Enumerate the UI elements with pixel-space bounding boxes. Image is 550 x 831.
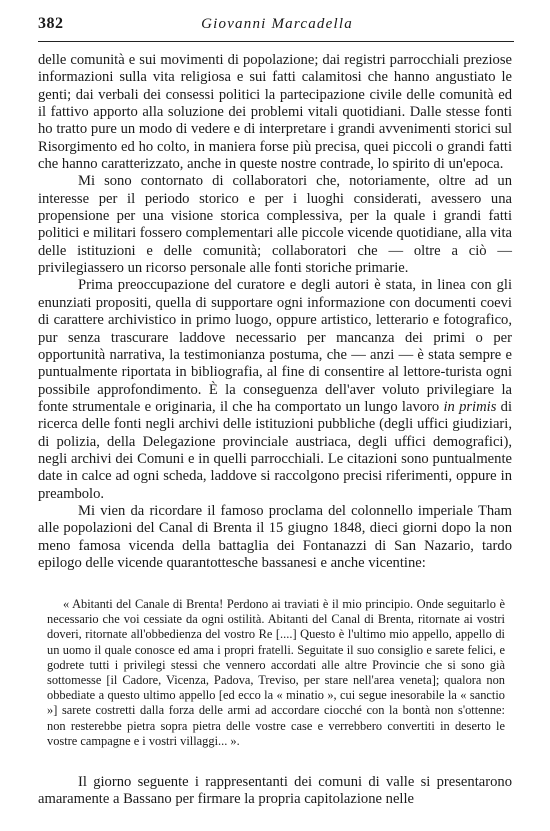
paragraph: Il giorno seguente i rappresentanti dei comuni di valle si presentarono amaramente a Bassano per firmare la propria capitolazione nelle bbox=[38, 774, 512, 808]
paragraph: Mi sono contornato di collaboratori che, notoriamente, oltre ad un interesse per il periodo storico e per i luoghi considerati, avessero una propensione per una visione storica complessiva, per la quale i grandi fatti politici e militari fossero complementari alle piccole vicende quotidiane, alla vita delle istituzioni e delle comunità; collaboratori che — oltre a ciò — privilegiassero un ricorso personale alle fonti storiche primarie. bbox=[38, 173, 512, 277]
quote-text: « Abitanti del Canale di Brenta! Perdono ai traviati è il mio principio. Onde seguitarlo è necessario che voi cessiate da ogni ostilità. Abitanti del Canal di Brenta, ritornate ai vostri doveri, ritornate all'obbedienza del vostro Re [....] Questo è l'ultimo mio appello, appello di un uomo il quale conosce ed ama i propri fratelli. Seguitate il suo consiglio e sarete felici, e godrete tutti i privilegi stessi che vennero accordati alle altre Provincie che si sono già sottomesse [il Cadore, Vicenza, Padova, Treviso, per stare nell'area veneta]; qualora non obbediate a questo ultimo appello [ed ecco la « minatio », cui segue inesorabile la « sanctio »] sarete costretti dalla forza delle armi ad accordare ciocché con la bontà non s'ottenne: non resterebbe pietra sopra pietra delle vostre case e verrebbero convertiti in deserto le vostre campagne e i vostri villaggi... ». bbox=[47, 597, 505, 748]
page-header bbox=[38, 15, 516, 41]
paragraph-text: Prima preoccupazione del curatore e degli autori è stata, in linea con gli enunziati propositi, quella di supportare ogni informazione con documenti coevi di carattere archivistico in primo luogo, oppure artistico, letterario e fotografico, pur senza trascurare laddove necessario per mancanza dei primi o per opportunità narrativa, la testimonianza postuma, che — anzi — è stata sempre e puntualmente riportata in bibliografia, al fine di consentire al lettore-turista ogni possibile approfondimento. È la conseguenza dell'aver voluto privilegiare la fonte strumentale e originaria, il che ha comportato un lungo lavoro bbox=[38, 277, 512, 415]
paragraph-text: di ricerca delle fonti negli archivi delle istituzioni pubbliche (degli uffici giudiziari, di polizia, della Delegazione provinciale austriaca, degli uffici demografici), negli archivi dei Comuni e in quelli parrocchiali. Le citazioni sono puntualmente date in calce ad ogni scheda, laddove si raccolgono precisi riferimenti, oppure in preambolo. bbox=[38, 398, 513, 502]
emphasis: in primis bbox=[443, 398, 497, 415]
paragraph bbox=[38, 277, 512, 502]
body-text bbox=[38, 52, 512, 572]
final-paragraph bbox=[38, 774, 512, 809]
block-quote bbox=[47, 597, 505, 749]
page-number: 382 bbox=[38, 15, 64, 32]
paragraph: delle comunità e sui movimenti di popolazione; dai registri parrocchiali preziose informazioni sulla vita religiosa e sui fatti calamitosi che hanno angustiato le genti; dai verbali dei consessi politici la partecipazione civile delle comunità ed il fattivo apporto alla soluzione dei problemi vitali quotidiani. Dalle stesse fonti ho tratto pure un modo di vedere e di interpretare i grandi avvenimenti storici sul Risorgimento ed ho colto, in maniera forse più precisa, quei piccoli o grandi fatti che hanno caratterizzato, anche in queste nostre contrade, lo spirito di un'epoca. bbox=[38, 52, 512, 173]
paragraph: Mi vien da ricordare il famoso proclama del colonnello imperiale Tham alle popolazioni del Canal di Brenta il 15 giugno 1848, dieci giorni dopo la non meno famosa vicenda della battaglia dei Fontanazzi di San Nazario, tardo epilogo delle vicende quarantottesche bassanesi e anche vicentine: bbox=[38, 502, 512, 571]
header-rule bbox=[38, 41, 514, 42]
running-head: Giovanni Marcadella bbox=[201, 16, 353, 32]
